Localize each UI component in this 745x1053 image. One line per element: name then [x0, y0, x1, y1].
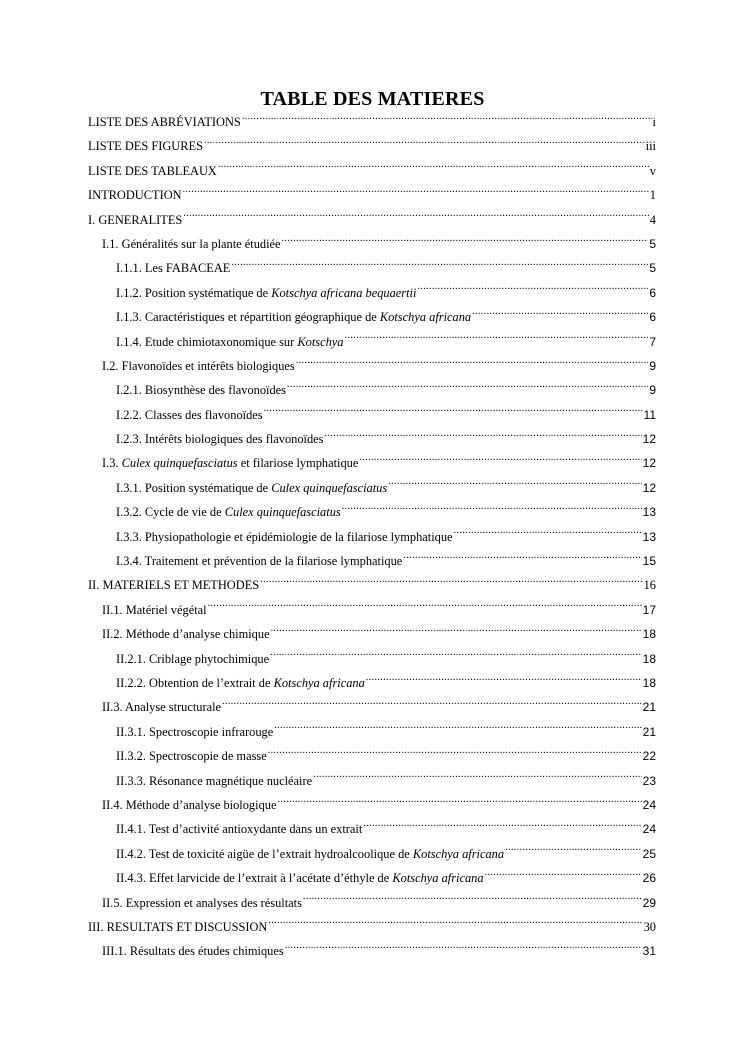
toc-page-number: 25: [642, 846, 656, 861]
toc-page-number: i: [652, 115, 656, 129]
toc-entry-label: [116, 500, 341, 524]
dot-leader: [204, 138, 645, 150]
toc-page-number: iii: [645, 139, 656, 154]
dot-leader: [285, 943, 642, 955]
dot-leader: [363, 821, 641, 833]
toc-entry-label: [102, 695, 221, 719]
toc-entry-label: [88, 208, 182, 232]
toc-entry[interactable]: [88, 110, 656, 134]
toc-entry-label: [116, 525, 453, 549]
toc-entry-italic-text: Kotschya africana: [379, 310, 472, 325]
toc-entry[interactable]: [88, 744, 656, 768]
toc-entry[interactable]: [88, 549, 656, 573]
toc-page-number: 5: [649, 236, 656, 251]
toc-entry[interactable]: [88, 647, 656, 671]
toc-entry[interactable]: [88, 183, 656, 207]
dot-leader: [303, 895, 642, 907]
toc-page-number: 30: [643, 919, 656, 934]
table-of-contents: [88, 110, 656, 964]
toc-entry-label: [102, 793, 276, 817]
toc-entry-label: [116, 305, 471, 329]
toc-entry-text: INTRODUCTION: [88, 188, 182, 203]
toc-entry[interactable]: [88, 525, 656, 549]
dot-leader: [287, 382, 648, 394]
toc-page-number: 5: [649, 261, 656, 276]
page-title: TABLE DES MATIERES: [260, 88, 485, 110]
toc-page-number: 12: [642, 480, 656, 495]
dot-leader: [296, 358, 649, 370]
toc-entry[interactable]: [88, 573, 656, 597]
toc-entry[interactable]: [88, 769, 656, 793]
toc-entry-text: III. RESULTATS ET DISCUSSION: [88, 919, 268, 934]
toc-entry[interactable]: [88, 281, 656, 305]
toc-entry[interactable]: [88, 939, 656, 963]
toc-entry-text: II.4.2. Test de toxicité aigüe de l’extrait hydroalcoolique de: [116, 846, 413, 861]
toc-entry-label: [102, 939, 284, 963]
toc-page-number: 11: [643, 407, 656, 422]
toc-entry-text: II.4.1. Test d’activité antioxydante dans un extrait: [116, 822, 363, 837]
toc-entry[interactable]: [88, 817, 656, 841]
dot-leader: [183, 212, 649, 224]
toc-entry-text: II.2.2. Obtention de l’extrait de: [116, 675, 274, 690]
dot-leader: [218, 163, 649, 175]
dot-leader: [485, 870, 642, 882]
dot-leader: [270, 651, 642, 663]
toc-entry[interactable]: [88, 622, 656, 646]
toc-entry-label: [88, 159, 217, 183]
toc-entry[interactable]: [88, 427, 656, 451]
dot-leader: [260, 577, 642, 589]
toc-entry-text: II.3.2. Spectroscopie de masse: [116, 749, 267, 764]
toc-entry[interactable]: [88, 208, 656, 232]
toc-entry[interactable]: [88, 403, 656, 427]
toc-page-number: 13: [642, 529, 656, 544]
toc-entry[interactable]: [88, 842, 656, 866]
dot-leader: [388, 480, 641, 492]
toc-entry[interactable]: [88, 305, 656, 329]
toc-entry[interactable]: [88, 354, 656, 378]
toc-entry-label: [88, 134, 203, 158]
toc-entry-text: II.3.1. Spectroscopie infrarouge: [116, 724, 274, 739]
toc-page-number: 22: [642, 749, 656, 764]
toc-page-number: 15: [642, 554, 656, 569]
toc-entry-text: LISTE DES FIGURES: [88, 139, 203, 154]
toc-page-number: 18: [642, 627, 656, 642]
toc-entry-label: [102, 622, 270, 646]
toc-entry-label: [116, 403, 263, 427]
toc-entry-label: [116, 281, 416, 305]
toc-page-number: 21: [642, 700, 656, 715]
toc-entry-italic-text: Kotschya africana: [412, 846, 505, 861]
toc-page-number: 12: [642, 432, 656, 447]
dot-leader: [325, 431, 642, 443]
toc-page-number: 7: [649, 334, 656, 349]
toc-entry-text: II.5. Expression et analyses des résultats: [102, 895, 302, 910]
toc-entry-italic-text: Kotschya africana: [273, 675, 365, 690]
toc-page-number: 1: [649, 188, 656, 203]
toc-entry-label: [116, 549, 402, 573]
dot-leader: [472, 309, 648, 321]
toc-entry-label: [116, 427, 324, 451]
toc-entry-italic-text: Culex quinquefasciatus: [121, 456, 238, 471]
toc-entry-label: [116, 720, 273, 744]
toc-entry-label: [102, 451, 358, 475]
toc-entry-label: [102, 891, 302, 915]
dot-leader: [268, 748, 642, 760]
toc-page-number: 24: [642, 822, 656, 837]
toc-entry-text: I.3.: [102, 456, 122, 471]
toc-entry-text: I.2.2. Classes des flavonoïdes: [116, 407, 263, 422]
dot-leader: [366, 675, 642, 687]
dot-leader: [313, 773, 642, 785]
toc-entry-text: I.3.1. Position systématique de: [116, 480, 272, 495]
toc-entry-label: [116, 378, 286, 402]
toc-entry-label: [88, 915, 267, 939]
toc-entry-text: I.1.2. Position systématique de: [116, 285, 272, 300]
dot-leader: [505, 846, 642, 858]
toc-page-number: 23: [642, 773, 656, 788]
toc-entry-italic-text: Kotschya africana bequaertii: [271, 285, 417, 300]
dot-leader: [274, 724, 641, 736]
toc-entry-italic-text: Culex quinquefasciatus: [224, 505, 341, 520]
toc-entry[interactable]: [88, 256, 656, 280]
toc-entry-text: I.3.3. Physiopathologie et épidémiologie de la filariose lymphatique: [116, 529, 453, 544]
toc-entry[interactable]: [88, 451, 656, 475]
toc-page-number: 21: [642, 724, 656, 739]
toc-entry-text: I.1.1. Les FABACEAE: [116, 261, 231, 276]
toc-entry-label: [88, 573, 259, 597]
toc-entry[interactable]: [88, 671, 656, 695]
toc-entry[interactable]: [88, 330, 656, 354]
toc-entry-label: [116, 256, 230, 280]
dot-leader: [417, 285, 648, 297]
toc-entry-text-after: et filariose lymphatique: [237, 456, 359, 471]
dot-leader: [277, 797, 641, 809]
toc-entry-text: III.1. Résultats des études chimiques: [102, 944, 284, 959]
toc-page-number: 24: [642, 797, 656, 812]
toc-entry-text: I.1.3. Caractéristiques et répartition géographique de: [116, 310, 380, 325]
toc-entry-italic-text: Culex quinquefasciatus: [271, 480, 388, 495]
dot-leader: [454, 529, 642, 541]
toc-page-number: v: [649, 163, 656, 178]
toc-page-number: 9: [649, 383, 656, 398]
toc-entry-italic-text: Kotschya: [297, 334, 344, 349]
toc-entry[interactable]: [88, 866, 656, 890]
toc-entry[interactable]: [88, 891, 656, 915]
toc-page-number: 9: [649, 358, 656, 373]
toc-entry[interactable]: [88, 793, 656, 817]
dot-leader: [183, 187, 649, 199]
toc-entry-text: I.2.3. Intérêts biologiques des flavonoïdes: [116, 432, 324, 447]
toc-entry-label: [116, 842, 504, 866]
toc-entry-label: [116, 866, 484, 890]
toc-entry-text: II.1. Matériel végétal: [102, 602, 207, 617]
toc-entry[interactable]: [88, 159, 656, 183]
toc-entry-text: II. MATERIELS ET METHODES: [88, 578, 260, 593]
toc-entry-text: LISTE DES ABRÉVIATIONS: [88, 115, 241, 129]
toc-entry[interactable]: [88, 695, 656, 719]
dot-leader: [403, 553, 641, 565]
toc-entry-text: II.3.3. Résonance magnétique nucléaire: [116, 773, 313, 788]
dot-leader: [208, 602, 642, 614]
toc-page-number: 31: [642, 944, 656, 959]
dot-leader: [344, 334, 648, 346]
toc-entry-text: II.2. Méthode d’analyse chimique: [102, 627, 270, 642]
toc-entry-label: [102, 354, 295, 378]
dot-leader: [242, 114, 652, 126]
dot-leader: [222, 699, 642, 711]
toc-page-number: 16: [643, 578, 656, 593]
toc-entry-text: II.4. Méthode d’analyse biologique: [102, 797, 277, 812]
toc-page-number: 6: [649, 310, 656, 325]
toc-page-number: 26: [642, 871, 656, 886]
toc-entry[interactable]: [88, 500, 656, 524]
toc-page-number: 6: [649, 285, 656, 300]
dot-leader: [268, 919, 642, 931]
toc-entry-text: II.2.1. Criblage phytochimique: [116, 651, 270, 666]
toc-page-number: 17: [642, 602, 656, 617]
toc-entry-text: I. GENERALITES: [88, 212, 183, 227]
toc-page-number: 4: [649, 212, 656, 227]
toc-entry-text: I.3.4. Traitement et prévention de la filariose lymphatique: [116, 554, 403, 569]
toc-entry-label: [116, 330, 343, 354]
toc-entry-label: [102, 598, 207, 622]
dot-leader: [271, 626, 642, 638]
toc-entry[interactable]: [88, 598, 656, 622]
dot-leader: [231, 260, 648, 272]
toc-entry-label: [88, 183, 182, 207]
toc-entry-text: LISTE DES TABLEAUX: [88, 163, 217, 178]
toc-entry-label: [102, 232, 281, 256]
toc-entry-label: [116, 744, 267, 768]
toc-page-number: 12: [642, 456, 656, 471]
toc-page-number: 29: [642, 895, 656, 910]
toc-entry-text: I.2. Flavonoïdes et intérêts biologiques: [102, 358, 295, 373]
toc-page-number: 13: [642, 505, 656, 520]
toc-entry-text: I.2.1. Biosynthèse des flavonoïdes: [116, 383, 287, 398]
toc-entry-label: [116, 671, 365, 695]
toc-entry-label: [116, 647, 269, 671]
toc-entry-label: [116, 769, 312, 793]
toc-entry-text: I.1. Généralités sur la plante étudiée: [102, 236, 281, 251]
toc-entry-label: [88, 110, 241, 134]
toc-entry[interactable]: [88, 232, 656, 256]
toc-entry-text: II.3. Analyse structurale: [102, 700, 222, 715]
dot-leader: [282, 236, 649, 248]
toc-entry-text: II.4.3. Effet larvicide de l’extrait à l’acétate d’éthyle de: [116, 871, 393, 886]
toc-entry[interactable]: [88, 915, 656, 939]
toc-page-number: 18: [642, 651, 656, 666]
toc-entry[interactable]: [88, 720, 656, 744]
toc-entry[interactable]: [88, 134, 656, 158]
toc-entry[interactable]: [88, 378, 656, 402]
toc-page-number: 18: [642, 675, 656, 690]
dot-leader: [264, 407, 643, 419]
toc-entry-label: [116, 817, 362, 841]
dot-leader: [359, 455, 641, 467]
toc-entry-text: I.3.2. Cycle de vie de: [116, 505, 225, 520]
toc-entry-italic-text: Kotschya africana: [392, 871, 484, 886]
dot-leader: [342, 504, 642, 516]
toc-entry-text: I.1.4. Etude chimiotaxonomique sur: [116, 334, 298, 349]
toc-entry-label: [116, 476, 387, 500]
toc-entry[interactable]: [88, 476, 656, 500]
